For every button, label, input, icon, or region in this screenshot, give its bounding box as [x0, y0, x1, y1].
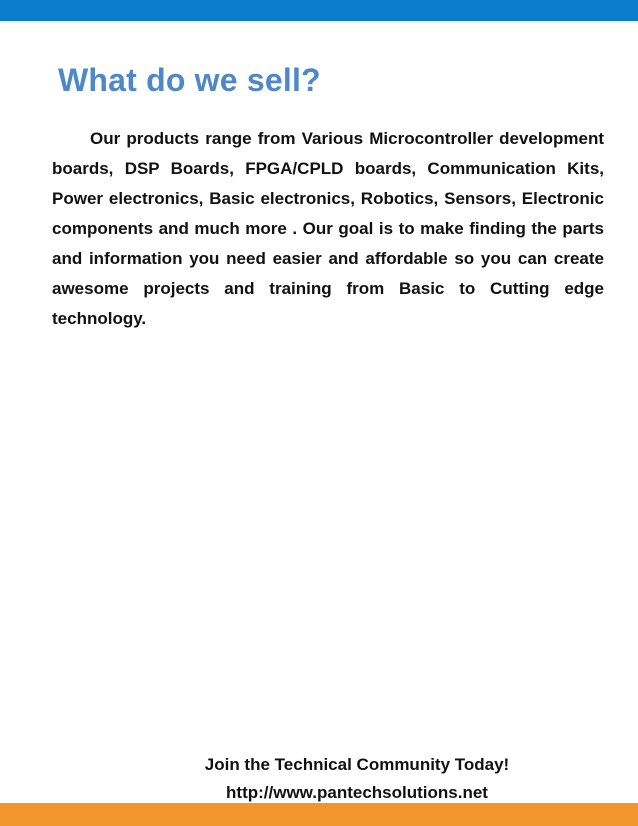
footer-url-link[interactable]: http://www.pantechsolutions.net [226, 783, 488, 802]
section-heading: What do we sell? [58, 62, 321, 98]
footer [0, 751, 638, 807]
section-body-paragraph: Our products range from Various Microcontroller development boards, DSP Boards, FPGA/CPLD boards, Communication Kits, Power electronics, Basic electronics, Robotics, Sensors, Electronic components and much more . Our goal is to make finding the parts and information you need easier and affordable so you can create awesome projects and training from Basic to Cutting edge technology. [52, 129, 604, 328]
top-accent-bar [0, 0, 638, 21]
footer-tagline: Join the Technical Community Today! [204, 755, 510, 774]
bottom-accent-bar [0, 803, 638, 826]
